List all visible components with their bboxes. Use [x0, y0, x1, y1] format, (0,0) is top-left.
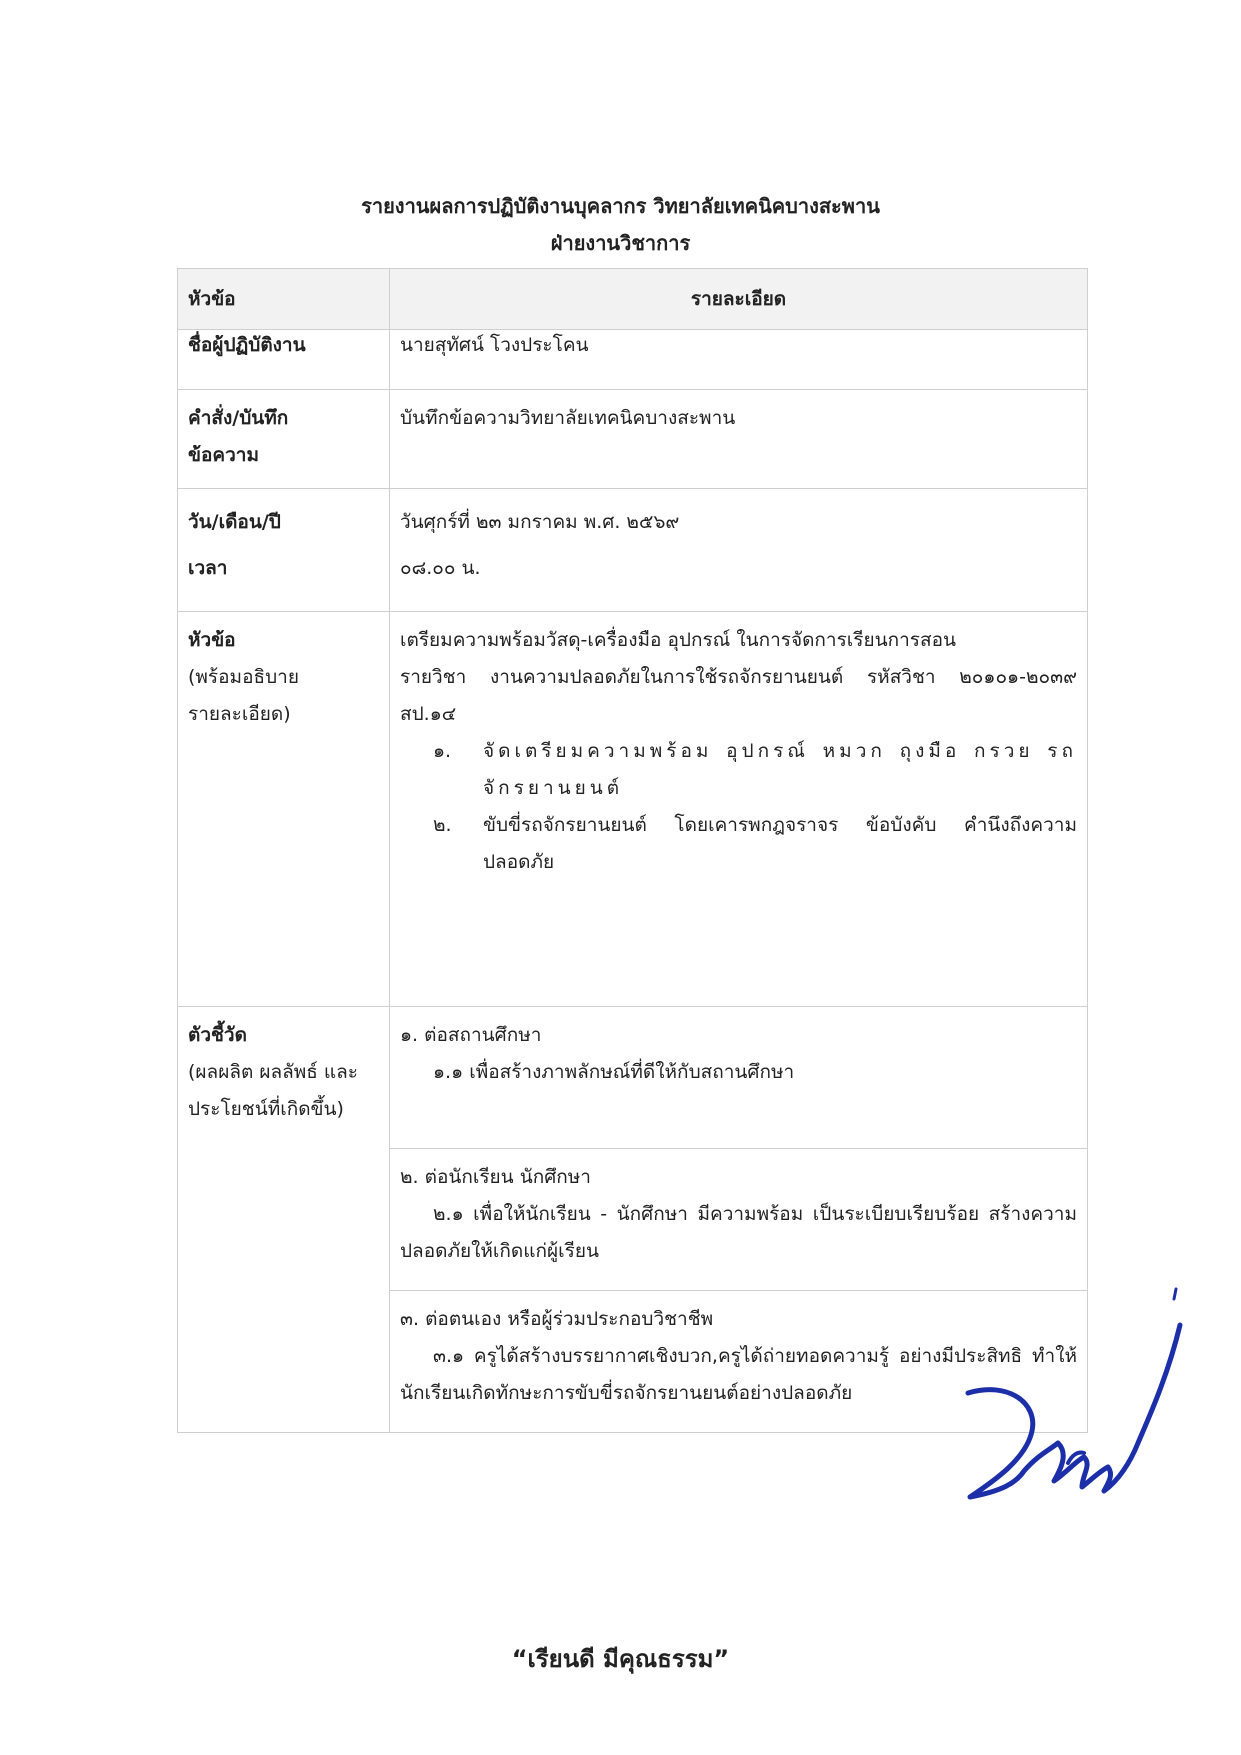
topic-line2: รายวิชา งานความปลอดภัยในการใช้รถจักรยานยนต์ รหัสวิชา ๒๐๑๐๑-๒๐๓๙ สป.๑๔ — [400, 666, 1077, 725]
time-value: ๐๘.๐๐ น. — [400, 557, 481, 579]
document-subtitle: ฝ่ายงานวิชาการ — [550, 231, 691, 255]
table-row — [178, 390, 1088, 489]
time-label: เวลา — [188, 557, 228, 579]
signature-stroke — [1174, 1289, 1176, 1299]
list-item-number: ๑. — [433, 740, 452, 762]
report-table — [177, 268, 1088, 1433]
date-label: วัน/เดือน/ปี — [188, 511, 281, 533]
list-item-text: ขับขี่รถจักรยานยนต์ โดยเคารพกฎจราจร ข้อบังคับ คำนึงถึงความปลอดภัย — [483, 814, 1077, 873]
header-detail: รายละเอียด — [390, 269, 1088, 330]
table-row — [178, 330, 1088, 390]
date-value: วันศุกร์ที่ ๒๓ มกราคม พ.ศ. ๒๕๖๙ — [400, 511, 680, 533]
header-topic: หัวข้อ — [178, 269, 390, 330]
indicators-label: ตัวชี้วัด — [188, 1024, 247, 1046]
list-item-text: จัดเตรียมความพร้อม อุปกรณ์ หมวก ถุงมือ กรวย รถจักรยานยนต์ — [483, 740, 1077, 799]
signature-stroke — [968, 1325, 1180, 1497]
table-header-row — [178, 269, 1088, 330]
signature — [950, 1285, 1190, 1515]
performer-label: ชื่อผู้ปฏิบัติงาน — [188, 334, 306, 356]
table-row — [178, 489, 1088, 612]
list-item-number: ๒. — [433, 814, 452, 836]
order-label-line2: ข้อความ — [188, 444, 259, 466]
order-value: บันทึกข้อความวิทยาลัยเทคนิคบางสะพาน — [400, 407, 736, 429]
indicator-detail: ๓.๑ ครูได้สร้างบรรยากาศเชิงบวก,ครูได้ถ่ายทอดความรู้ อย่างมีประสิทธิ ทำให้นักเรียนเกิดทักษะการขับขี่รถจักรยานยนต์อย่างปลอดภัย — [400, 1345, 1077, 1404]
topic-label-sub1: (พร้อมอธิบาย — [188, 666, 299, 688]
indicators-label-sub2: ประโยชน์ที่เกิดขึ้น) — [188, 1098, 344, 1120]
topic-line1: เตรียมความพร้อมวัสดุ-เครื่องมือ อุปกรณ์ ในการจัดการเรียนการสอน — [400, 629, 957, 651]
indicators-label-sub1: (ผลผลิต ผลลัพธ์ และ — [188, 1061, 359, 1083]
table-row — [178, 1007, 1088, 1149]
indicator-detail: ๑.๑ เพื่อสร้างภาพลักษณ์ที่ดีให้กับสถานศึกษา — [433, 1061, 795, 1083]
performer-value: นายสุทัศน์ โวงประโคน — [400, 334, 589, 356]
indicator-heading: ๒. ต่อนักเรียน นักศึกษา — [400, 1166, 591, 1188]
topic-label-sub2: รายละเอียด) — [188, 703, 291, 725]
list-item — [400, 807, 1077, 881]
indicator-heading: ๓. ต่อตนเอง หรือผู้ร่วมประกอบวิชาชีพ — [400, 1308, 714, 1330]
list-item — [400, 733, 1077, 807]
document-title: รายงานผลการปฏิบัติงานบุคลากร วิทยาลัยเทคนิคบางสะพาน — [361, 194, 880, 218]
indicator-heading: ๑. ต่อสถานศึกษา — [400, 1024, 542, 1046]
indicator-detail: ๒.๑ เพื่อให้นักเรียน - นักศึกษา มีความพร้อม เป็นระเบียบเรียบร้อย สร้างความปลอดภัยให้เกิดแก่ผู้เรียน — [400, 1203, 1077, 1262]
order-label-line1: คำสั่ง/บันทึก — [188, 407, 289, 429]
table-row — [178, 612, 1088, 1007]
motto: “เรียนดี มีคุณธรรม” — [511, 1645, 730, 1673]
topic-label: หัวข้อ — [188, 629, 236, 651]
